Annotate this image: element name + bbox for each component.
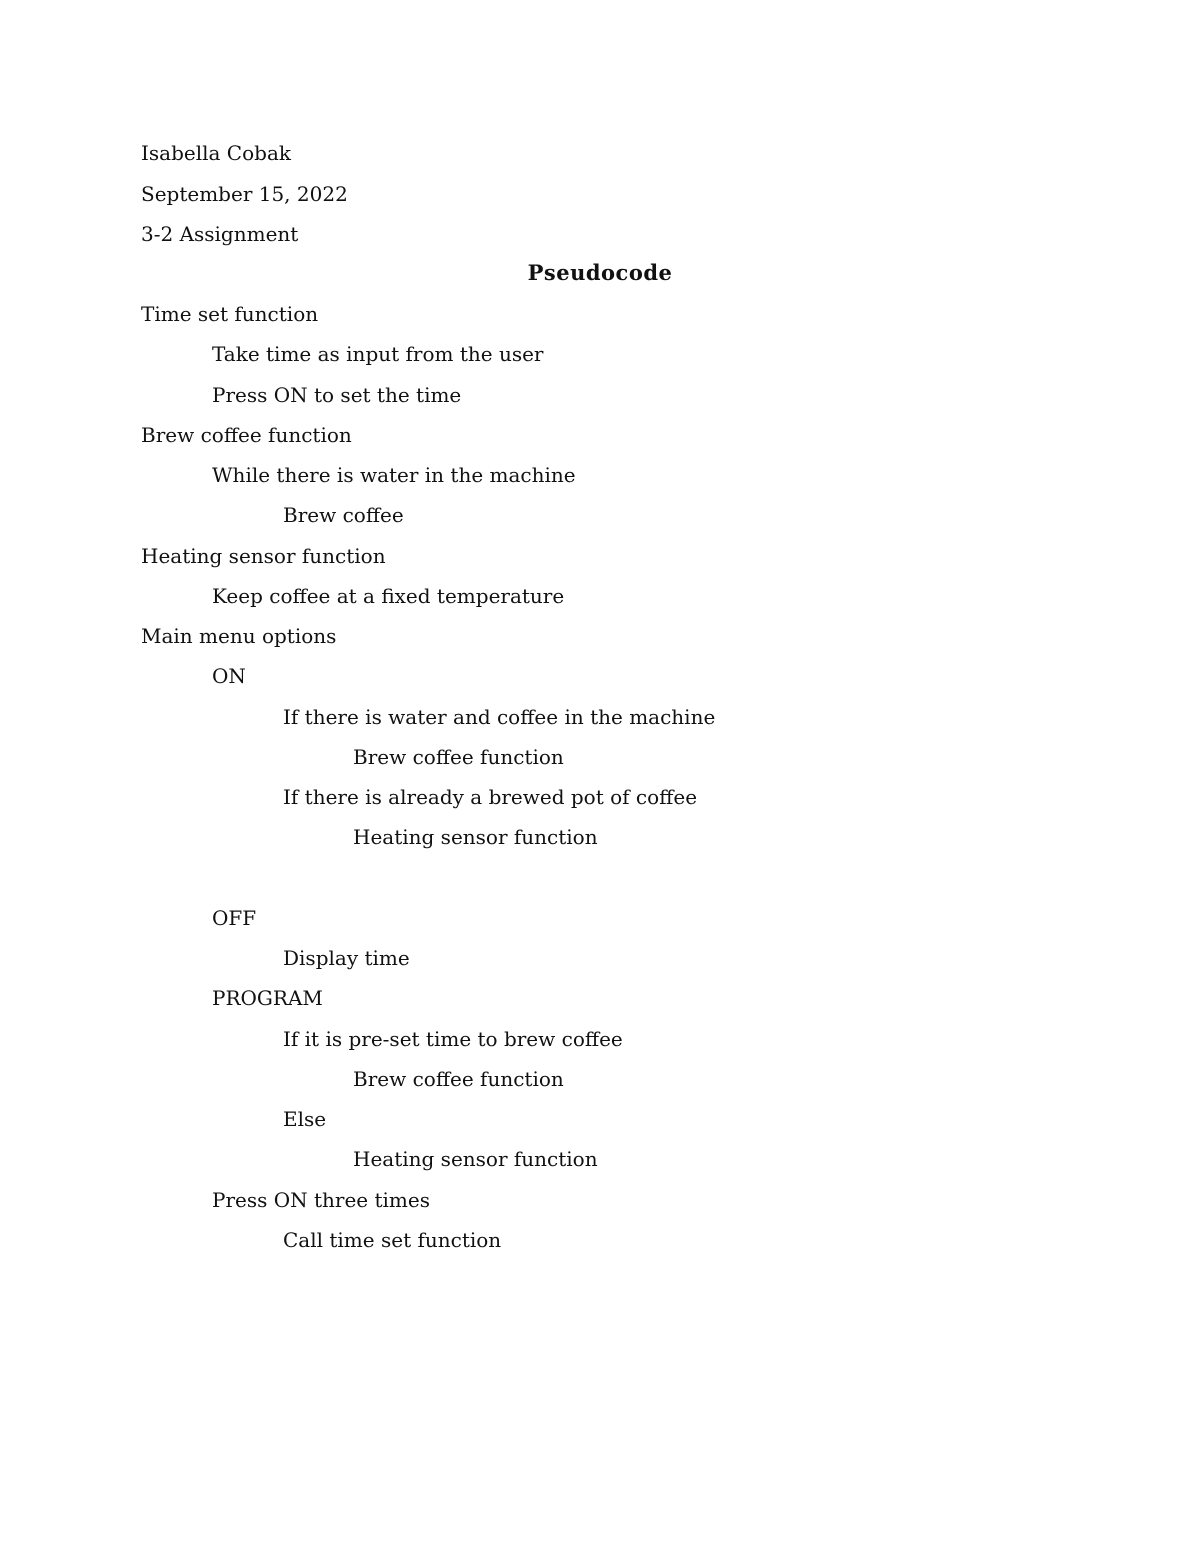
pseudocode-line: Heating sensor function [353,1147,598,1172]
pseudocode-line: OFF [212,905,257,930]
pseudocode-line: Press ON to set the time [212,382,462,407]
pseudocode-line: Heating sensor function [353,825,598,850]
pseudocode-line: If it is pre-set time to brew coffee [283,1026,623,1051]
pseudocode-line: Brew coffee function [141,422,352,447]
pseudocode-line: If there is already a brewed pot of coffee [283,785,698,809]
pseudocode-line: ON [212,664,246,689]
pseudocode-line: Heating sensor function [141,543,386,568]
pseudocode-line: Main menu options [141,624,337,648]
document-title: Pseudocode [527,260,673,285]
pseudocode-line: Brew coffee [283,503,404,528]
document-date: September 15, 2022 [141,182,348,206]
pseudocode-line: While there is water in the machine [212,463,576,487]
pseudocode-line: PROGRAM [212,986,323,1011]
pseudocode-line: Time set function [141,302,319,326]
pseudocode-line: Press ON three times [212,1187,430,1212]
blank-line [141,866,1141,906]
pseudocode-line: Brew coffee function [353,1066,564,1091]
pseudocode-body [141,302,1141,1268]
pseudocode-line: Display time [283,946,410,970]
pseudocode-line: Take time as input from the user [212,342,544,367]
pseudocode-line: Brew coffee function [353,744,564,769]
assignment-label: 3-2 Assignment [141,222,299,246]
author-name: Isabella Cobak [141,141,291,165]
pseudocode-line: Keep coffee at a fixed temperature [212,583,565,608]
pseudocode-line: If there is water and coffee in the machine [283,704,716,729]
pseudocode-line: Call time set function [283,1227,502,1252]
pseudocode-line: Else [283,1107,327,1131]
